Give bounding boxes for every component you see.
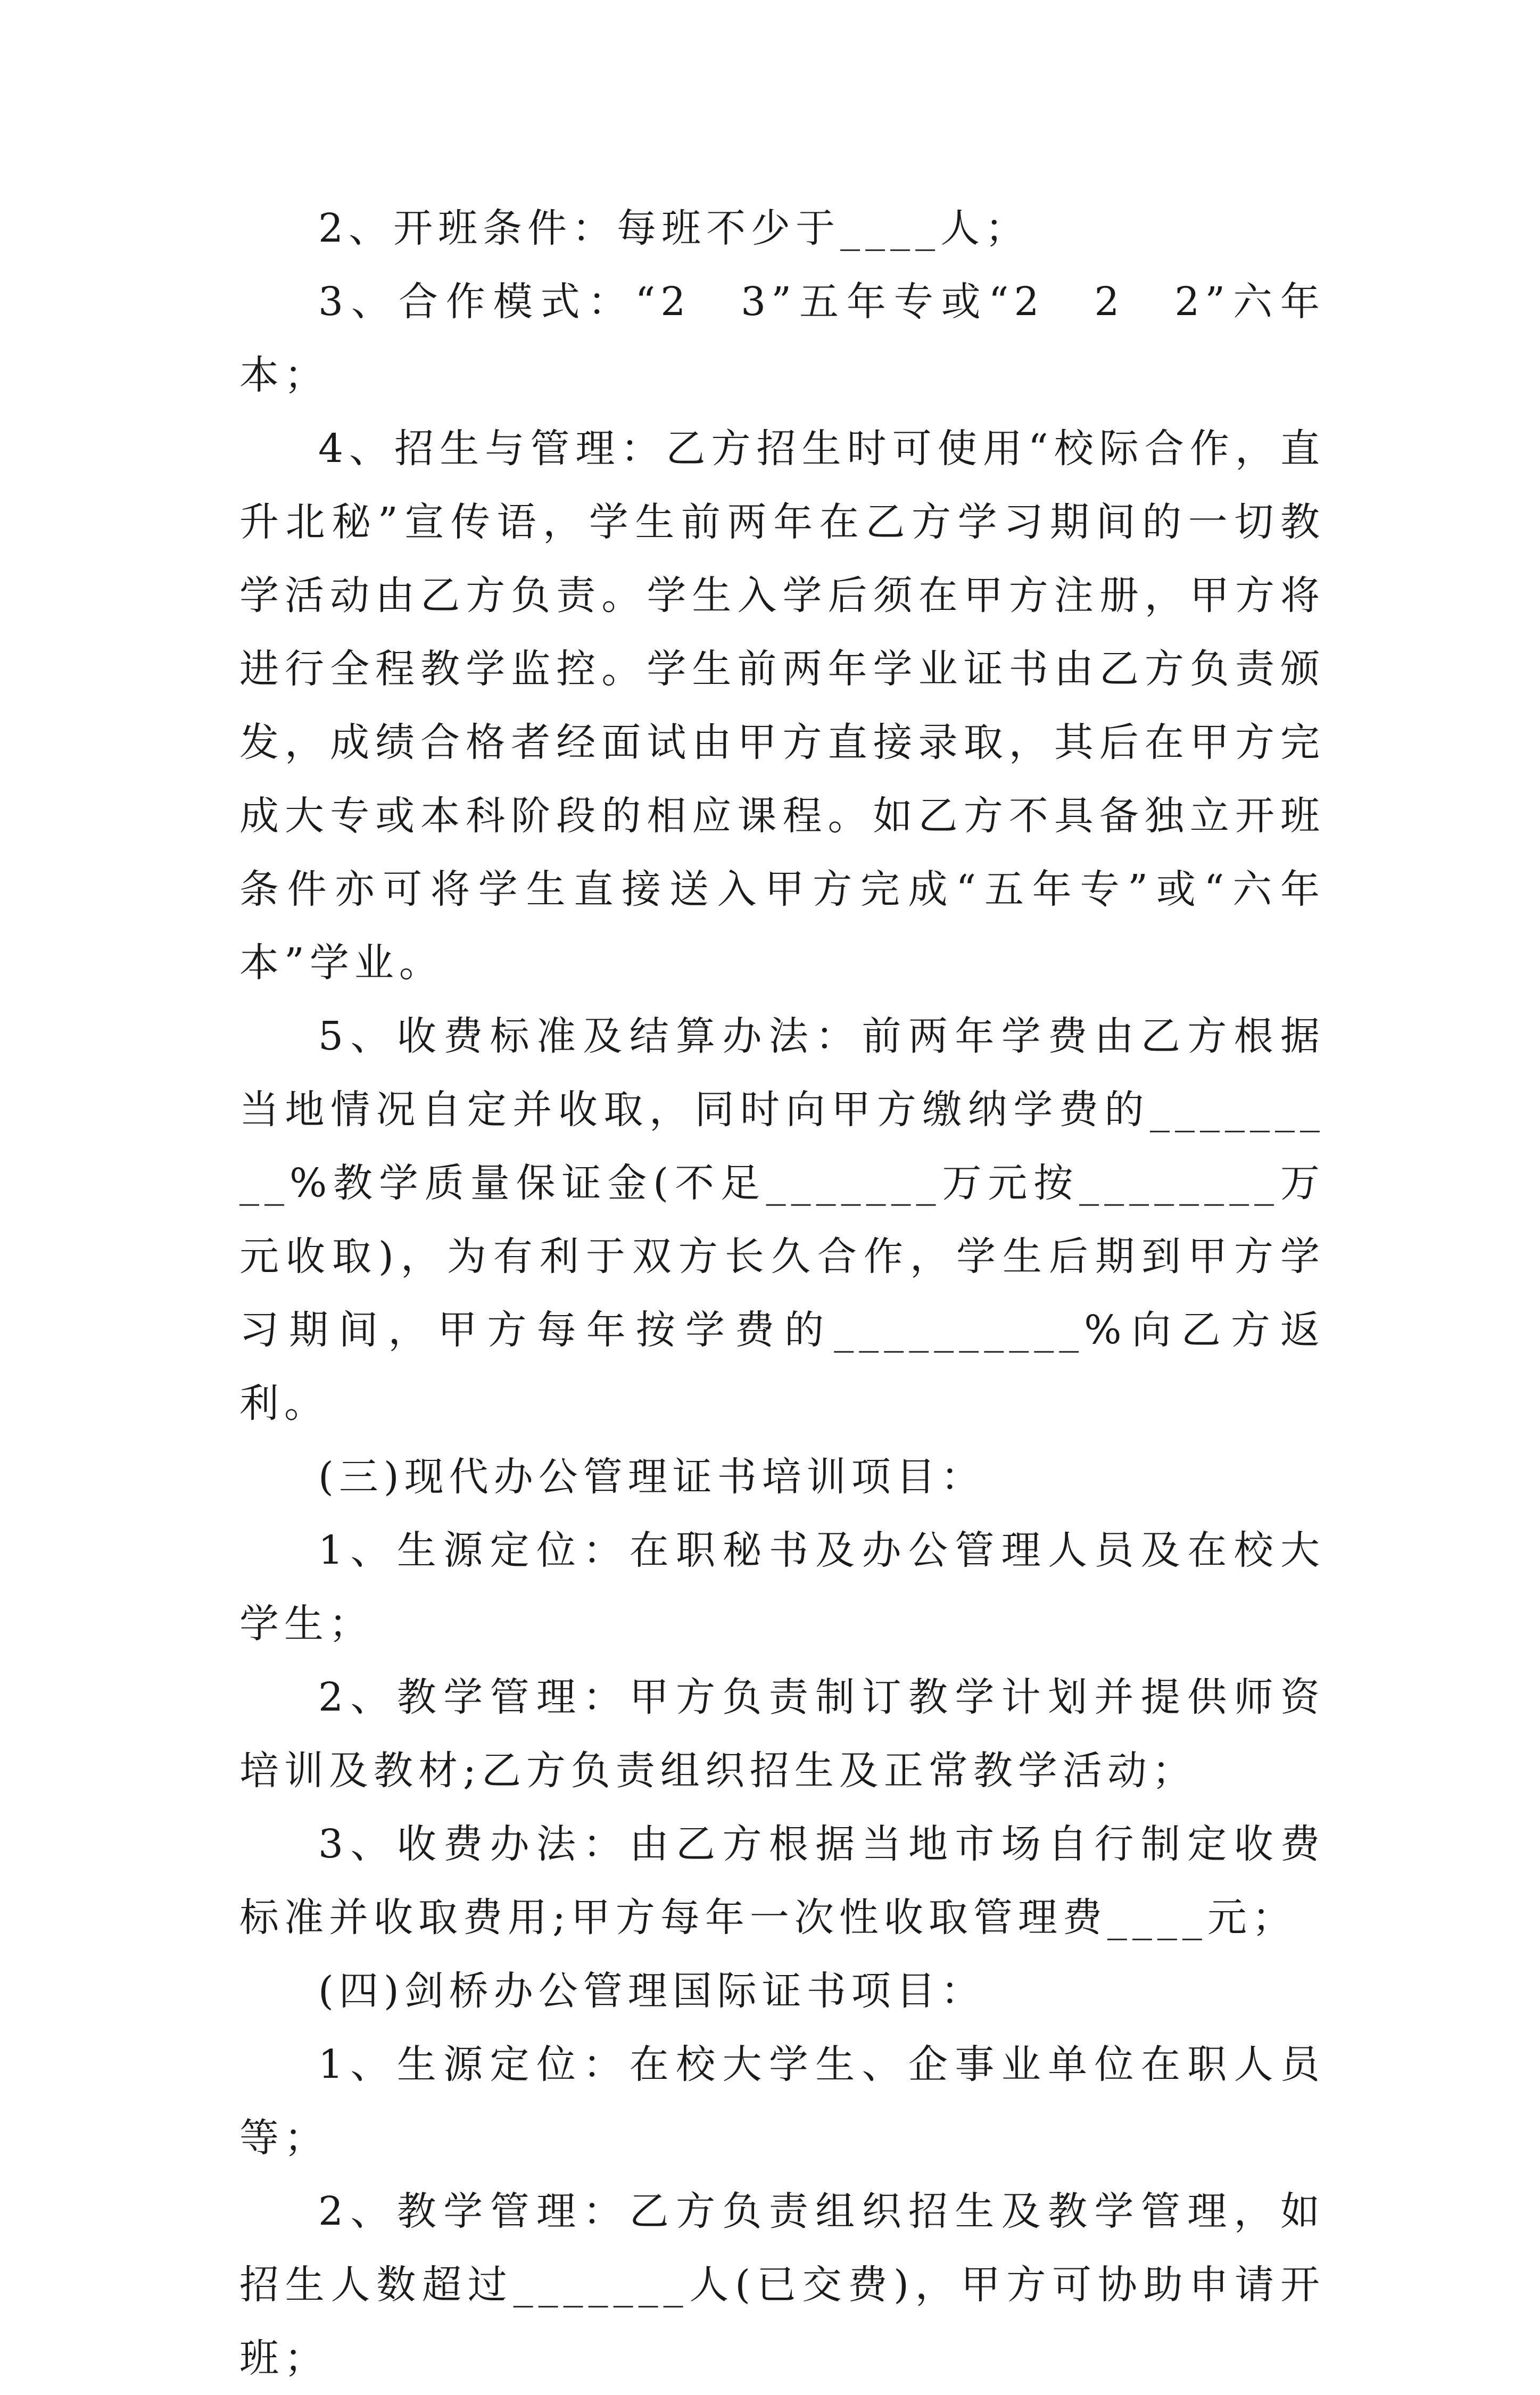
section-heading-cambridge-certificate: (四)剑桥办公管理国际证书项目： — [318, 1968, 986, 2014]
paragraph-cooperation-mode: 3、合作模式：“2 3”五年专或“2 2 2”六年本； — [239, 279, 1325, 398]
paragraph-teaching-management: 2、教学管理：甲方负责制订教学计划并提供师资培训及教材;乙方负责组织招生及正常教学活动； — [239, 1674, 1325, 1794]
paragraph-cambridge-student-source: 1、生源定位：在校大学生、企事业单位在职人员等； — [239, 2042, 1325, 2161]
paragraph-enrollment-management: 4、招生与管理：乙方招生时可使用“校际合作，直升北秘”宣传语，学生前两年在乙方学习期间的一切教学活动由乙方负责。学生入学后须在甲方注册，甲方将进行全程教学监控。学生前两年学业证书由乙方负责颁发，成绩合格者经面试由甲方直接录取，其后在甲方完成大专或本科阶段的相应课程。如乙方不具备独立开班条件亦可将学生直接送入甲方完成“五年专”或“六年本”学业。 — [239, 426, 1325, 986]
document-body — [239, 192, 1325, 2395]
paragraph-fees-settlement: 5、收费标准及结算办法：前两年学费由乙方根据当地情况自定并收取，同时向甲方缴纳学费的_________%教学质量保证金(不足_______万元按________万元收取)，为有利于双方长久合作，学生后期到甲方学习期间，甲方每年按学费的__________%向乙方返利。 — [239, 1013, 1325, 1426]
paragraph-fee-method: 3、收费办法：由乙方根据当地市场自行制定收费标准并收取费用;甲方每年一次性收取管理费____元； — [239, 1821, 1325, 1940]
section-heading-office-management-certificate: (三)现代办公管理证书培训项目： — [318, 1454, 986, 1500]
paragraph-cambridge-teaching-management: 2、教学管理：乙方负责组织招生及教学管理，如招生人数超过_______人(已交费)，甲方可协助申请开班； — [239, 2188, 1325, 2381]
paragraph-student-source: 1、生源定位：在职秘书及办公管理人员及在校大学生； — [239, 1527, 1325, 1647]
paragraph-class-size: 2、开班条件：每班不少于____人； — [318, 205, 1030, 251]
